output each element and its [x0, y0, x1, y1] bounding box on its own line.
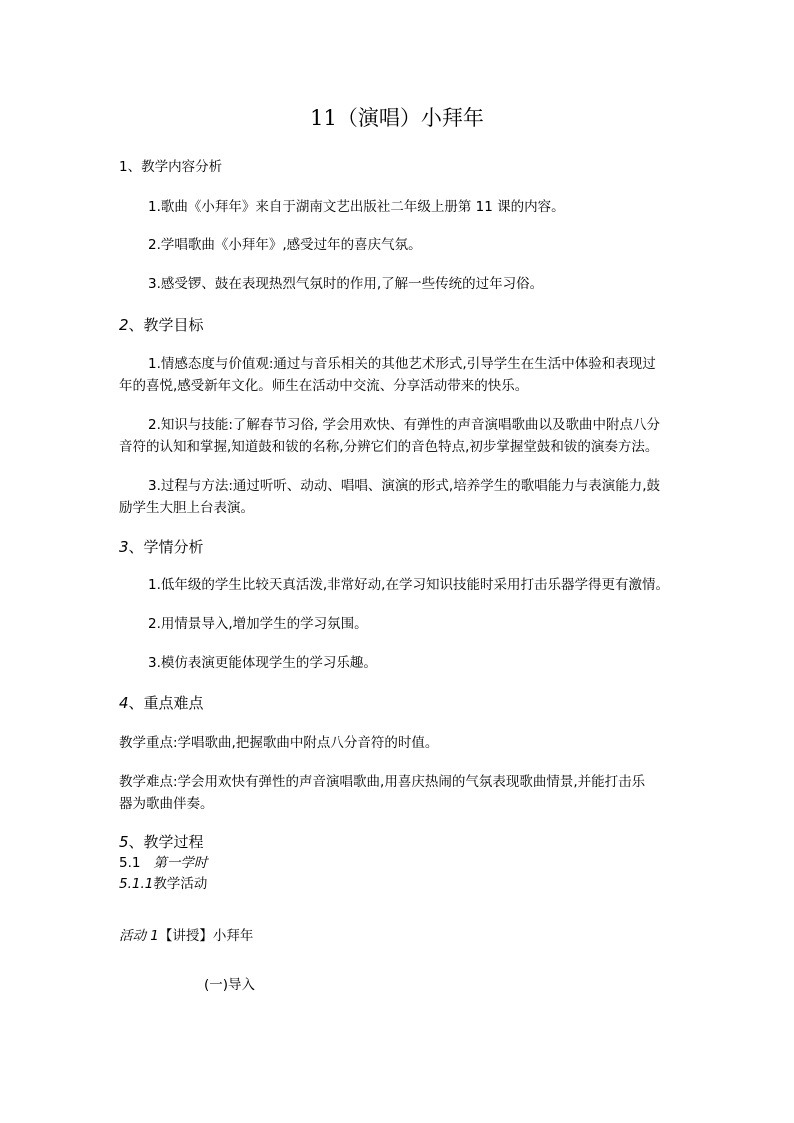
- section-3-item-2: 2.用情景导入,增加学生的学习氛围。: [148, 616, 368, 632]
- section-1-item-3: 3.感受锣、鼓在表现热烈气氛时的作用,了解一些传统的过年习俗。: [148, 276, 544, 292]
- section-4-heading-text: 、重点难点: [128, 694, 204, 712]
- section-2-heading-text: 、教学目标: [128, 316, 204, 334]
- subsection-5-1: [119, 853, 207, 873]
- section-1-heading: 1、教学内容分析: [119, 159, 223, 175]
- subsection-5-1-1-label: 教学活动: [153, 876, 208, 892]
- section-1-item-1: 1.歌曲《小拜年》来自于湖南文艺出版社二年级上册第 11 课的内容。: [148, 199, 565, 215]
- subsection-5-1-1: [119, 874, 207, 894]
- section-2-number: 2: [119, 316, 129, 334]
- section-5-heading: [119, 832, 204, 852]
- activity-1-title: 【讲授】小拜年: [158, 928, 254, 944]
- section-2-heading: [119, 315, 204, 335]
- section-2-para-3-line-1: 3.过程与方法:通过听听、动动、唱唱、演演的形式,培养学生的歌唱能力与表演能力,鼓: [148, 478, 661, 494]
- difficulty-line-2: 器为歌曲伴奏。: [119, 796, 214, 812]
- section-2-para-3-line-2: 励学生大胆上台表演。: [119, 500, 254, 516]
- section-3-item-3: 3.模仿表演更能体现学生的学习乐趣。: [148, 655, 377, 671]
- activity-1-label: 活动 1: [119, 928, 159, 944]
- section-5-heading-text: 、教学过程: [128, 833, 204, 851]
- section-1-item-2: 2.学唱歌曲《小拜年》,感受过年的喜庆气氛。: [148, 237, 422, 253]
- activity-1-heading: [119, 926, 253, 946]
- subsection-5-1-label: 第一学时: [153, 855, 208, 871]
- section-3-heading-text: 、学情分析: [128, 538, 204, 556]
- section-2-para-1-line-2: 年的喜悦,感受新年文化。师生在活动中交流、分享活动带来的快乐。: [119, 378, 529, 394]
- subsection-5-1-number: 5.1: [119, 855, 141, 871]
- section-2-para-1-line-1: 1.情感态度与价值观:通过与音乐相关的其他艺术形式,引导学生在生活中体验和表现过: [148, 356, 656, 372]
- section-3-heading: [119, 537, 204, 557]
- key-point: 教学重点:学唱歌曲,把握歌曲中附点八分音符的时值。: [119, 735, 439, 751]
- page-title: 11（演唱）小拜年: [310, 106, 484, 130]
- section-2-para-2-line-1: 2.知识与技能:了解春节习俗, 学会用欢快、有弹性的声音演唱歌曲以及歌曲中附点八分: [148, 417, 661, 433]
- section-3-item-1: 1.低年级的学生比较天真活泼,非常好动,在学习知识技能时采用打击乐器学得更有激情。: [148, 577, 669, 593]
- difficulty-line-1: 教学难点:学会用欢快有弹性的声音演唱歌曲,用喜庆热闹的气氛表现歌曲情景,并能打击乐: [119, 774, 646, 790]
- section-2-para-2-line-2: 音符的认知和掌握,知道鼓和钹的名称,分辨它们的音色特点,初步掌握堂鼓和钹的演奏方法。: [119, 439, 659, 455]
- section-5-number: 5: [119, 833, 129, 851]
- section-4-number: 4: [119, 694, 129, 712]
- subsection-5-1-1-number: 5.1.1: [119, 876, 154, 892]
- section-4-heading: [119, 693, 204, 713]
- intro-step: (一)导入: [204, 977, 256, 993]
- section-3-number: 3: [119, 538, 129, 556]
